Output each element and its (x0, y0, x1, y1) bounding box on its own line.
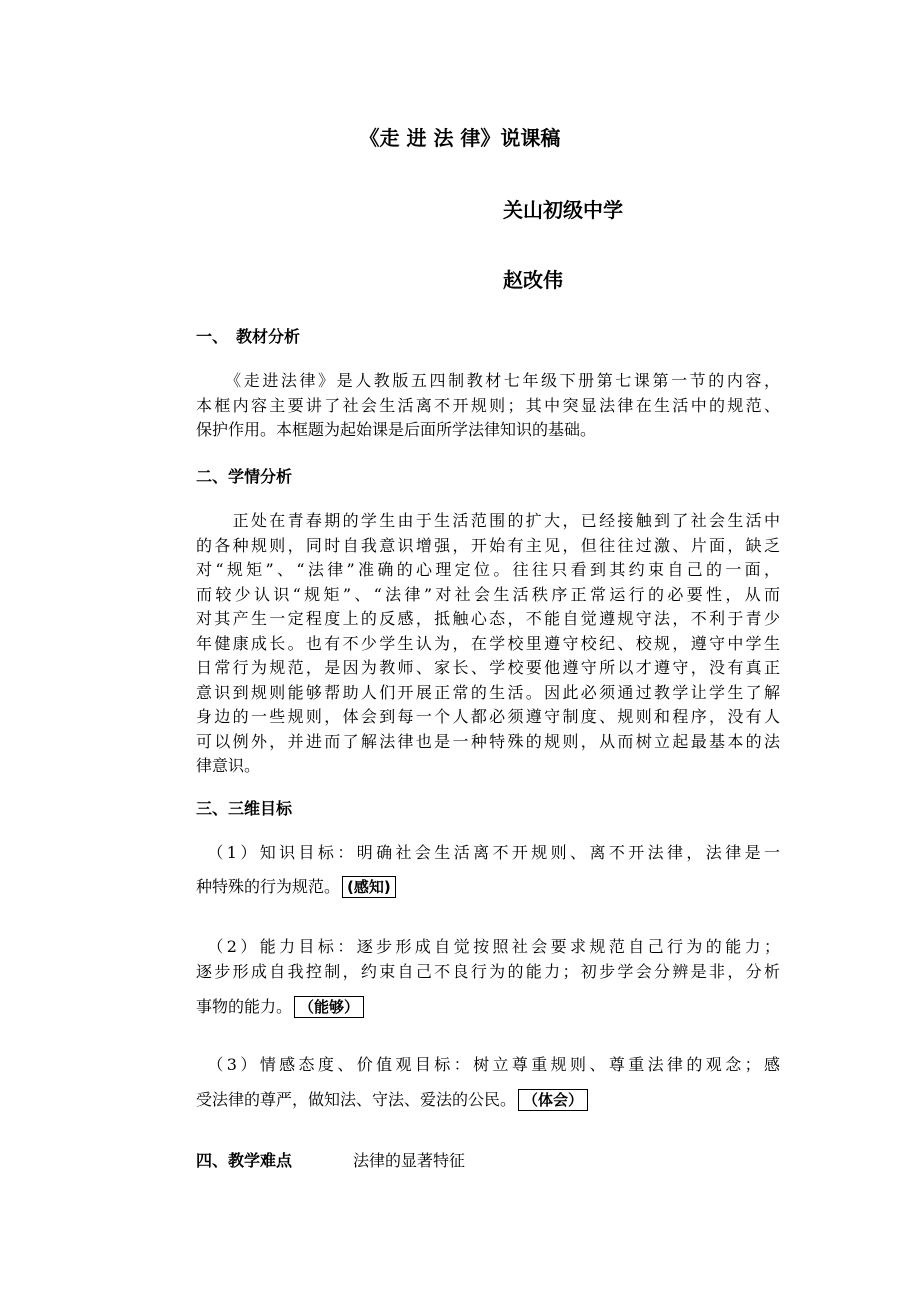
goal2-tag: （能够） (294, 996, 364, 1018)
paragraph-line: 的各种规则，同时自我意识增强，开始有主见，但往往过激、片面，缺乏 (196, 535, 780, 555)
paragraph-line: （1）知识目标：明确社会生活离不开规则、离不开法律，法律是一 (196, 843, 780, 862)
goal3-paragraph (196, 1052, 780, 1112)
document-title: 《走 进 法 律》说课稿 (359, 126, 561, 150)
paragraph-line: 律意识。 (196, 756, 261, 775)
paragraph-line (196, 874, 780, 899)
section2-heading: 二、学情分析 (196, 467, 293, 486)
goal1-text: 种特殊的行为规范。 (196, 877, 341, 896)
goal2-paragraph (196, 934, 780, 1019)
school-name: 关山初级中学 (503, 198, 623, 222)
paragraph-line: （3）情感态度、价值观目标：树立尊重规则、尊重法律的观念；感 (196, 1055, 780, 1074)
paragraph-line: （2）能力目标：逐步形成自觉按照社会要求规范自己行为的能力； (196, 937, 780, 956)
paragraph-line: 身边的一些规则，体会到每一个人都必须遵守制度、规则和程序，没有人 (196, 707, 780, 726)
section2-paragraph (196, 508, 780, 778)
goal3-text: 受法律的尊严，做知法、守法、爱法的公民。 (196, 1090, 517, 1109)
goal2-text: 事物的能力。 (196, 997, 293, 1016)
section1-paragraph (196, 368, 780, 442)
goal3-tag: （体会） (518, 1089, 588, 1111)
paragraph-line: 本框内容主要讲了社会生活离不开规则；其中突显法律在生活中的规范、 (196, 395, 780, 415)
paragraph-line: 意识到规则能够帮助人们开展正常的生活。因此必须通过教学让学生了解 (196, 682, 780, 702)
paragraph-line: 可以例外，并进而了解法律也是一种特殊的规则，从而树立起最基本的法 (196, 731, 780, 751)
paragraph-line: 《走进法律》是人教版五四制教材七年级下册第七课第一节的内容， (196, 371, 780, 390)
paragraph-line: 对“规矩”、“法律”准确的心理定位。往往只看到其约束自己的一面， (196, 560, 780, 579)
section3-heading: 三、三维目标 (196, 799, 293, 818)
section4-heading: 四、教学难点 (196, 1151, 293, 1170)
paragraph-line (196, 1087, 780, 1112)
paragraph-line: 年健康成长。也有不少学生认为，在学校里遵守校纪、校规，遵守中学生 (196, 633, 780, 653)
goal1-paragraph (196, 840, 780, 899)
paragraph-line: 对其产生一定程度上的反感，抵触心态，不能自觉遵规守法，不利于青少 (196, 609, 780, 628)
section1-heading: 一、 教材分析 (196, 327, 301, 346)
paragraph-line: 正处在青春期的学生由于生活范围的扩大，已经接触到了社会生活中 (196, 511, 780, 530)
paragraph-line (196, 994, 780, 1019)
section4-content: 法律的显著特征 (353, 1151, 466, 1170)
author-name: 赵改伟 (503, 268, 563, 292)
paragraph-line: 保护作用。本框题为起始课是后面所学法律知识的基础。 (196, 420, 597, 439)
goal1-tag: (感知) (342, 876, 396, 898)
paragraph-line: 而较少认识“规矩”、“法律”对社会生活秩序正常运行的必要性，从而 (196, 584, 780, 604)
paragraph-line: 日常行为规范，是因为教师、家长、学校要他遵守所以才遵守，没有真正 (196, 658, 780, 677)
paragraph-line: 逐步形成自我控制，约束自己不良行为的能力；初步学会分辨是非，分析 (196, 962, 780, 981)
